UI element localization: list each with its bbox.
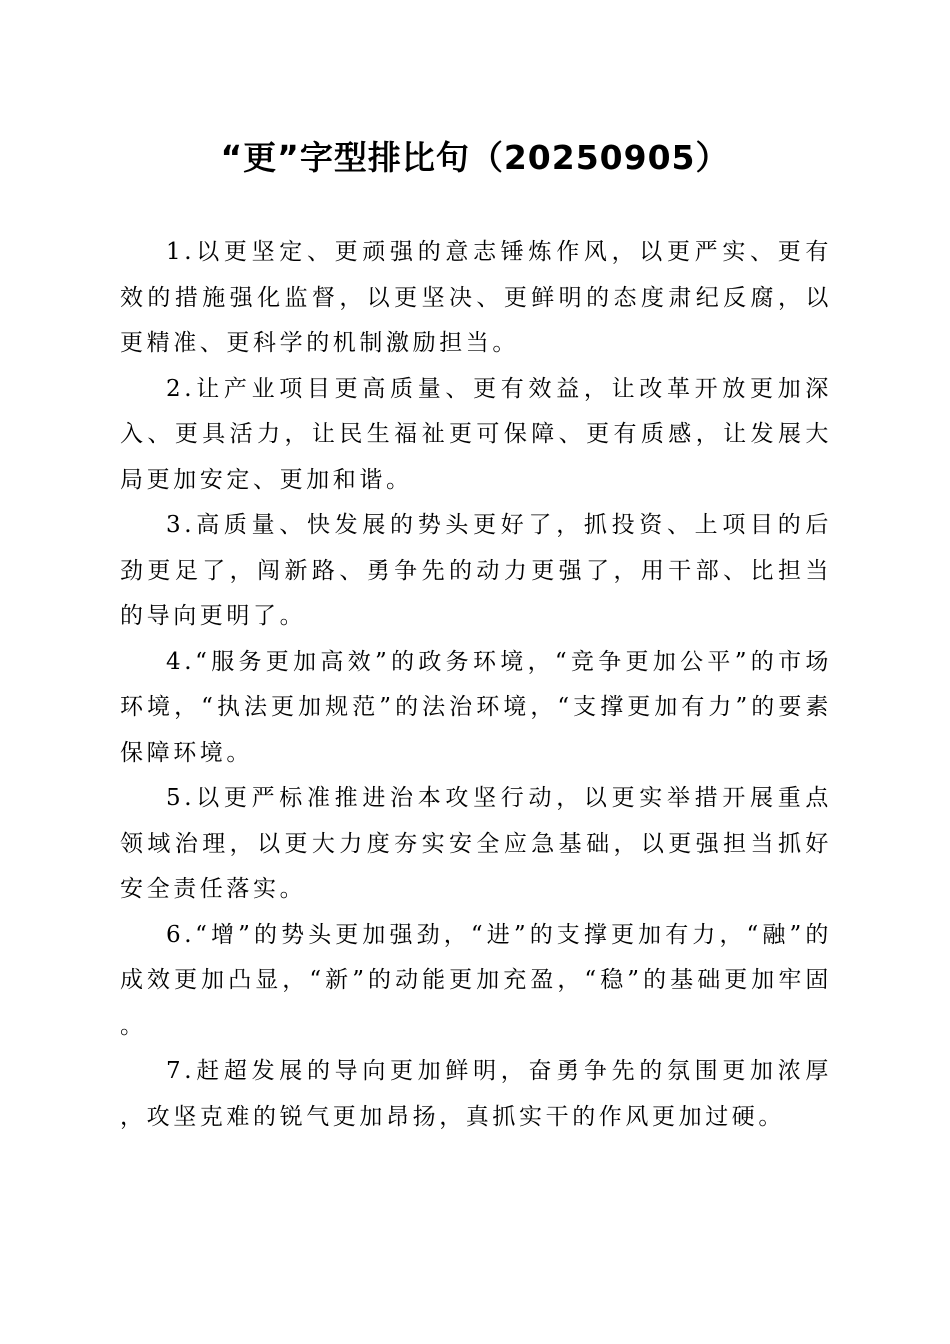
paragraph-5: 5.以更严标准推进治本攻坚行动，以更实举措开展重点领域治理，以更大力度夯实安全应急基础，以更强担当抓好安全责任落实。	[120, 785, 832, 902]
paragraph-3: 3.高质量、快发展的势头更好了，抓投资、上项目的后劲更足了，闯新路、勇争先的动力更强了，用干部、比担当的导向更明了。	[120, 512, 832, 629]
paragraph-6: 6.“增”的势头更加强劲，“进”的支撑更加有力，“融”的成效更加凸显，“新”的动能更加充盈，“稳”的基础更加牢固。	[120, 921, 832, 1039]
document-body	[120, 230, 832, 1140]
paragraph-4: 4.“服务更加高效”的政务环境，“竞争更加公平”的市场环境，“执法更加规范”的法治环境，“支撑更加有力”的要素保障环境。	[120, 648, 832, 766]
document-title: “更”字型排比句（20250905）	[220, 138, 730, 177]
paragraph-7: 7.赶超发展的导向更加鲜明，奋勇争先的氛围更加浓厚，攻坚克难的锐气更加昂扬，真抓实干的作风更加过硬。	[120, 1058, 832, 1130]
paragraph-2: 2.让产业项目更高质量、更有效益，让改革开放更加深入、更具活力，让民生福祉更可保障、更有质感，让发展大局更加安定、更加和谐。	[120, 375, 832, 493]
paragraph-1: 1.以更坚定、更顽强的意志锤炼作风，以更严实、更有效的措施强化监督，以更坚决、更鲜明的态度肃纪反腐，以更精准、更科学的机制激励担当。	[120, 239, 832, 356]
